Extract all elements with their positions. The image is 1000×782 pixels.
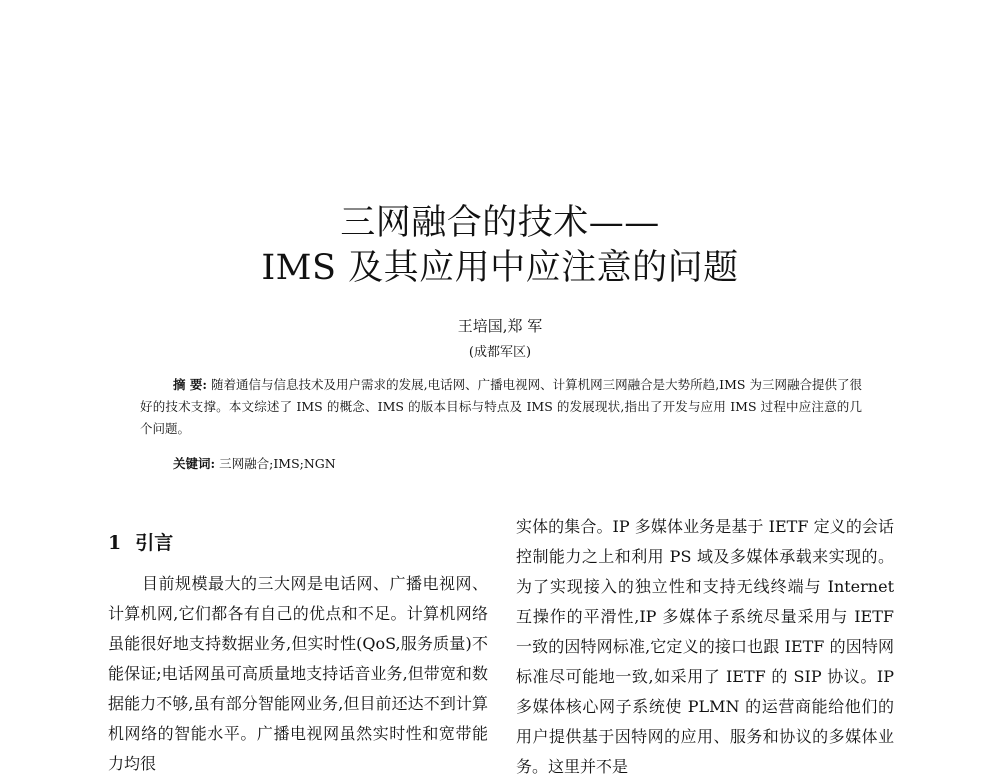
keywords-text: 三网融合;IMS;NGN <box>219 456 336 471</box>
abstract-text: 随着通信与信息技术及用户需求的发展,电话网、广播电视网、计算机网三网融合是大势所趋,IMS 为三网融合提供了很好的技术支撑。本文综述了 IMS 的概念、IMS 的版本目标与特点及 IMS 的发展现状,指出了开发与应用 IMS 过程中应注意的几个问题。 <box>140 377 862 436</box>
abstract-block <box>140 374 862 440</box>
section-heading-introduction <box>108 529 173 557</box>
paper-title-line-2: IMS 及其应用中应注意的问题 <box>261 248 739 288</box>
abstract-label: 摘 要: <box>173 377 207 392</box>
keywords-label: 关键词: <box>173 456 216 471</box>
abstract-paragraph <box>140 374 862 440</box>
author-affiliation: (成都军区) <box>468 345 532 360</box>
keywords-line <box>173 454 336 474</box>
author-list: 王培国,郑 军 <box>457 317 543 335</box>
body-column-right: 实体的集合。IP 多媒体业务是基于 IETF 定义的会话控制能力之上和利用 PS 域及多媒体承载来实现的。为了实现接入的独立性和支持无线终端与 Internet 互操作的平滑性,IP 多媒体子系统尽量采用与 IETF 一致的因特网标准,它定义的接口也跟 IETF 的因特网标准尽可能地一致,如采用了 IETF 的 SIP 协议。IP 多媒体核心网子系统使 PLMN 的运营商能给他们的用户提供基于因特网的应用、服务和协议的多媒体业务。这里并不是 <box>516 517 894 776</box>
body-column-left: 目前规模最大的三大网是电话网、广播电视网、计算机网,它们都各有自己的优点和不足。计算机网络虽能很好地支持数据业务,但实时性(QoS,服务质量)不能保证;电话网虽可高质量地支持话音业务,但带宽和数据能力不够,虽有部分智能网业务,但目前还达不到计算机网络的智能水平。广播电视网虽然实时性和宽带能力均很 <box>108 574 488 773</box>
section-title: 引言 <box>135 532 174 554</box>
paper-title-line-1: 三网融合的技术—— <box>340 203 660 243</box>
section-number: 1 <box>108 532 122 554</box>
